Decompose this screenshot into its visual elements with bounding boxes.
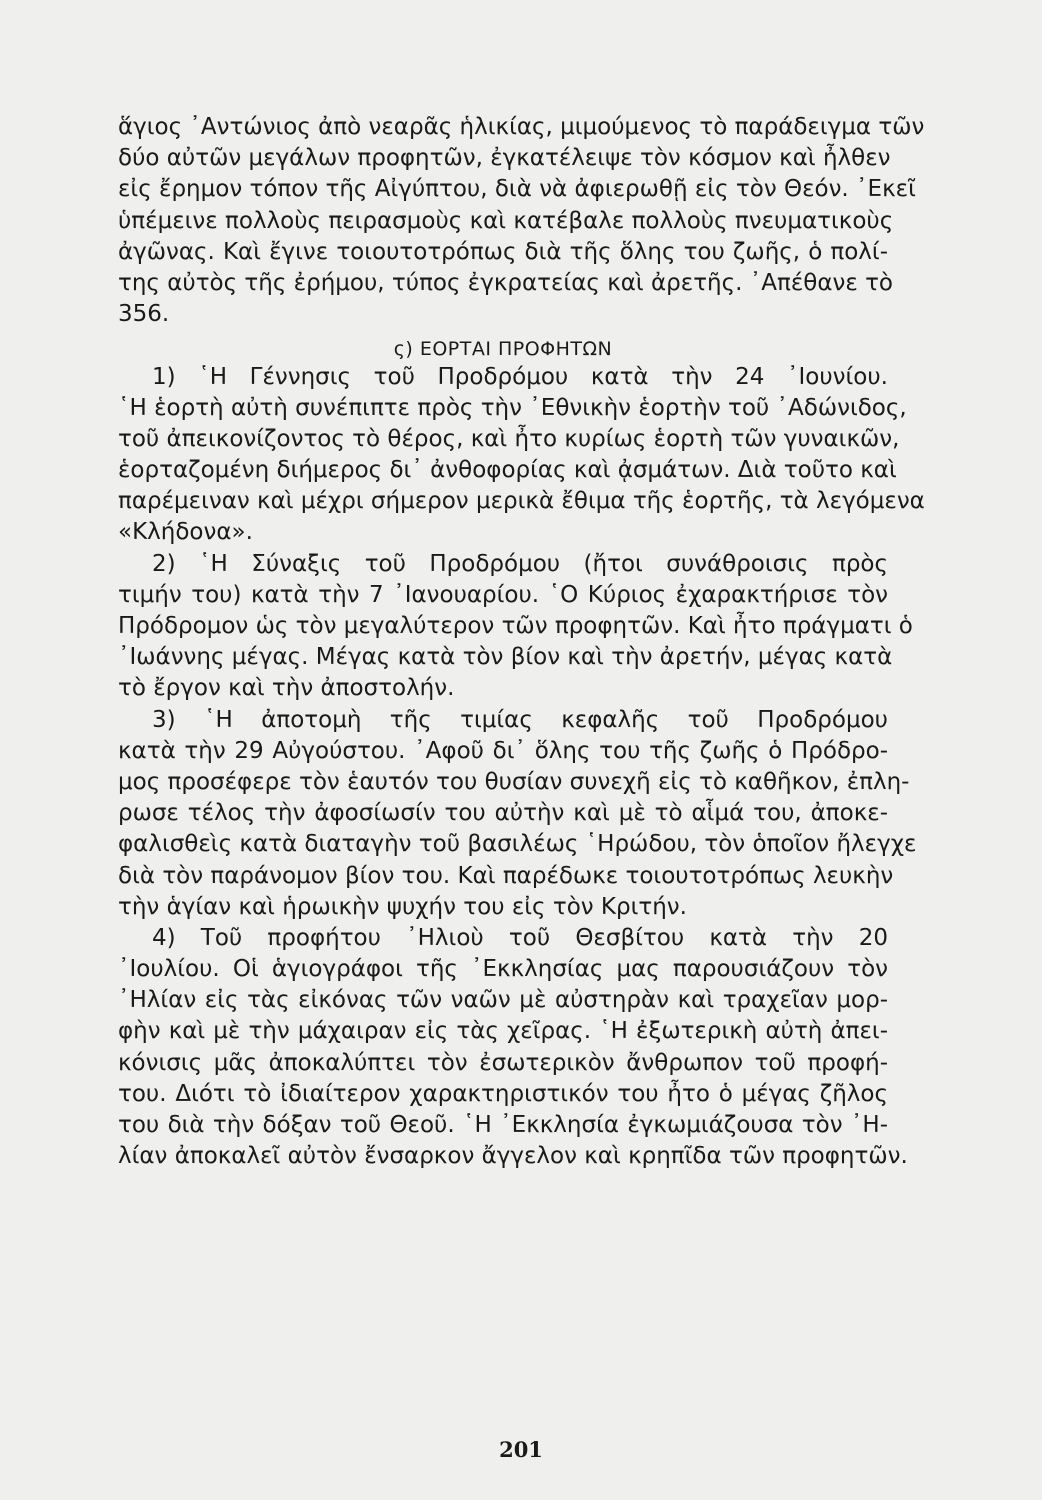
text-line: διὰ τὸν παράνομον βίον του. Καὶ παρέδωκε τοιουτοτρόπως λευκὴν xyxy=(118,862,894,889)
text-line: της αὐτὸς τῆς ἐρήμου, τύπος ἐγκρατείας καὶ ἀρετῆς. ᾿Απέθανε τὸ xyxy=(118,269,893,296)
text-line: δύο αὐτῶν μεγάλων προφητῶν, ἐγκατέλειψε τὸν κόσμον καὶ ἦλθεν xyxy=(118,145,891,172)
text-line: κόνισις μᾶς ἀποκαλύπτει τὸν ἐσωτερικὸν ἄνθρωπον τοῦ προφή- xyxy=(118,1049,888,1076)
text-line: ὑπέμεινε πολλοὺς πειρασμοὺς καὶ κατέβαλε πολλοὺς πνευματικοὺς xyxy=(118,207,894,234)
text-line: του. Διότι τὸ ἰδιαίτερον χαρακτηριστικόν του ἦτο ὁ μέγας ζῆλος xyxy=(118,1080,888,1107)
text-line: τιμήν του) κατὰ τὴν 7 ᾿Ιανουαρίου. ῾Ο Κύριος ἐχαρακτήρισε τὸν xyxy=(118,581,888,608)
text-line: ρωσε τέλος τὴν ἀφοσίωσίν του αὐτὴν καὶ μὲ τὸ αἷμά του, ἀποκε- xyxy=(118,800,888,827)
text-line: 4) Τοῦ προφήτου ᾿Ηλιοὺ τοῦ Θεσβίτου κατὰ τὴν 20 xyxy=(152,924,888,951)
text-line: 2) ῾Η Σύναξις τοῦ Προδρόμου (ἤτοι συνάθροισις πρὸς xyxy=(152,550,888,577)
page-number: 201 xyxy=(499,1437,543,1462)
text-line: 3) ῾Η ἀποτομὴ τῆς τιμίας κεφαλῆς τοῦ Προδρόμου xyxy=(152,706,888,733)
text-line: τοῦ ἀπεικονίζοντος τὸ θέρος, καὶ ἦτο κυρίως ἑορτὴ τῶν γυναικῶν, xyxy=(118,425,900,452)
text-line: τὸ ἔργον καὶ τὴν ἀποστολήν. xyxy=(118,675,455,702)
text-line: φὴν καὶ μὲ τὴν μάχαιραν εἰς τὰς χεῖρας. ῾Η ἐξωτερικὴ αὐτὴ ἀπει- xyxy=(118,1018,888,1045)
text-line: ᾿Ηλίαν εἰς τὰς εἰκόνας τῶν ναῶν μὲ αὐστηρὰν καὶ τραχεῖαν μορ- xyxy=(118,987,888,1014)
text-line: κατὰ τὴν 29 Αὐγούστου. ᾿Αφοῦ δι᾿ ὅλης του τῆς ζωῆς ὁ Πρόδρο- xyxy=(118,737,888,764)
text-line: 1) ῾Η Γέννησις τοῦ Προδρόμου κατὰ τὴν 24 ᾿Ιουνίου. xyxy=(152,363,888,390)
text-line: ῾Η ἑορτὴ αὐτὴ συνέπιπτε πρὸς τὴν ᾿Εθνικὴν ἑορτὴν τοῦ ᾿Αδώνιδος, xyxy=(118,394,907,421)
text-line: ἀγῶνας. Καὶ ἔγινε τοιουτοτρόπως διὰ τῆς ὅλης του ζωῆς, ὁ πολί- xyxy=(118,238,888,265)
text-line: του διὰ τὴν δόξαν τοῦ Θεοῦ. ῾Η ᾿Εκκλησία ἐγκωμιάζουσα τὸν ᾿Η- xyxy=(118,1112,888,1138)
text-line: «Κλήδονα». xyxy=(118,519,253,546)
text-line: ᾿Ιουλίου. Οἱ ἁγιογράφοι τῆς ᾿Εκκλησίας μας παρουσιάζουν τὸν xyxy=(118,956,888,983)
text-line: 356. xyxy=(118,301,170,328)
text-line: φαλισθεὶς κατὰ διαταγὴν τοῦ βασιλέως ῾Ηρώδου, τὸν ὁποῖον ἤλεγχε xyxy=(118,831,917,858)
section-heading: ς) ΕΟΡΤΑΙ ΠΡΟΦΗΤΩΝ xyxy=(393,338,613,361)
text-line: ἑορταζομένη διήμερος δι᾿ ἀνθοφορίας καὶ ᾀσμάτων. Διὰ τοῦτο καὶ xyxy=(118,457,897,484)
text-line: ᾿Ιωάννης μέγας. Μέγας κατὰ τὸν βίον καὶ τὴν ἀρετήν, μέγας κατὰ xyxy=(118,644,893,671)
text-line: παρέμειναν καὶ μέχρι σήμερον μερικὰ ἔθιμα τῆς ἑορτῆς, τὰ λεγόμενα xyxy=(118,488,925,515)
text-line: μος προσέφερε τὸν ἑαυτόν του θυσίαν συνεχῆ εἰς τὸ καθῆκον, ἐπλη- xyxy=(118,768,910,795)
text-line: Πρόδρομον ὡς τὸν μεγαλύτερον τῶν προφητῶν. Καὶ ἦτο πράγματι ὁ xyxy=(118,613,913,639)
text-line: ἅγιος ᾿Αντώνιος ἀπὸ νεαρᾶς ἡλικίας, μιμούμενος τὸ παράδειγμα τῶν xyxy=(118,114,925,140)
body-text xyxy=(118,112,925,1172)
text-line: λίαν ἀποκαλεῖ αὐτὸν ἔνσαρκον ἄγγελον καὶ κρηπῖδα τῶν προφητῶν. xyxy=(118,1143,908,1170)
text-line: τὴν ἁγίαν καὶ ἡρωικὴν ψυχήν του εἰς τὸν Κριτήν. xyxy=(118,893,687,920)
text-line: εἰς ἔρημον τόπον τῆς Αἰγύπτου, διὰ νὰ ἀφιερωθῇ εἰς τὸν Θεόν. ᾿Εκεῖ xyxy=(118,176,916,203)
